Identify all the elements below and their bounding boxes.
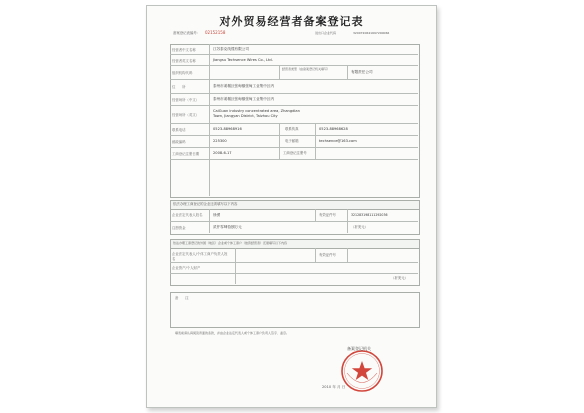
- footer-instructions: 填表前请认真阅读背面的条款，并由企业法定代表人或个体工商户负责人签字、盖章。: [175, 331, 290, 335]
- row-label: 经营者英文名称: [172, 59, 196, 63]
- operator-type-value: 有限责任公司: [351, 70, 373, 74]
- email-value: techsence@163.com: [319, 139, 357, 143]
- fax-label: 联系传真: [285, 127, 299, 131]
- row-label: 工商登记注册日期: [172, 152, 200, 156]
- row-value: CaiGuan industry concentrated area, Zhangdian Town, Jiangyan District, Taizhou City: [213, 109, 300, 118]
- section-1-note: 依法办理工商登记的企业还须填写以下内容: [173, 202, 238, 206]
- row-value: 2008-6-17: [213, 151, 232, 155]
- row-label: 住 所: [172, 85, 186, 89]
- row-value: 0523-88968916: [213, 127, 242, 131]
- registration-form-page: [146, 5, 437, 408]
- row-label: 经营场所（中文）: [172, 98, 200, 102]
- row-value: 泰州市姜堰区张甸镇张甸工业集中区内: [213, 97, 275, 101]
- legal-rep-label: 企业法定代表人姓名: [172, 213, 203, 217]
- cell-divider: [315, 209, 316, 221]
- fax-value: 0523-88968628: [319, 127, 348, 131]
- row-label: 组织机构代码: [172, 71, 193, 75]
- sec2-rep-label: 企业法定代表人/个体工商户负责人姓名: [172, 252, 228, 261]
- id-value: 321283198111292036: [351, 213, 388, 217]
- sec2-assets-note: （折美元）: [391, 276, 408, 280]
- reg-no-label: 备案登记表编号：: [173, 31, 201, 35]
- cell-divider: [347, 65, 348, 79]
- cell-divider: [279, 65, 280, 79]
- stamp-authority-label: 备案登记机关: [347, 346, 371, 351]
- reg-no-value: 02152158: [205, 30, 226, 35]
- row-label: 经营者中文名称: [172, 48, 196, 52]
- row-value: Jiangsu Techsence Wires Co., Ltd.: [213, 58, 273, 62]
- import-export-code-label: 进出口企业代码: [315, 31, 337, 35]
- stamp-date: 2010 年 月 日: [322, 385, 346, 389]
- section-2-note: 依法办理工商登记的外国（地区）企业或个体工商户（独资经营者）还须填写以下内容: [173, 241, 288, 245]
- row-label: 邮政编码: [172, 140, 186, 144]
- operator-type-label: 经营者类型（由备案登记机关填写）: [282, 67, 331, 71]
- table-row: [170, 262, 418, 274]
- row-label: 联系电话: [172, 128, 186, 132]
- reg-code-label: 工商登记注册号: [283, 151, 307, 155]
- table-row: [170, 79, 418, 94]
- row-label: 经营场所（英文）: [172, 113, 200, 117]
- remarks-box: [170, 292, 420, 328]
- cell-divider: [347, 248, 348, 262]
- legal-rep-value: 徐勇: [213, 213, 221, 217]
- cell-divider: [347, 209, 348, 233]
- capital-value: 贰仟零肆拾捌万元: [213, 225, 242, 229]
- row-value: 江苏泰克线缆有限公司: [213, 47, 249, 51]
- row-value: 225300: [213, 139, 227, 143]
- form-title: 对外贸易经营者备案登记表: [219, 15, 364, 28]
- import-export-code-value: 3200720641697200066: [353, 31, 390, 35]
- remarks-label: 备 注: [175, 296, 189, 300]
- email-label: 电子邮箱: [285, 139, 299, 143]
- row-value: 泰州市姜堰区张甸镇张甸工业集中区内: [213, 84, 275, 88]
- sec2-assets-label: 企业资产/个人财产: [172, 266, 201, 270]
- capital-label: 注册资金: [172, 226, 186, 230]
- id-label: 有效证件号: [319, 213, 336, 217]
- cell-divider: [209, 209, 210, 233]
- sec2-id-label: 有效证件号: [319, 253, 336, 257]
- cell-divider: [235, 248, 236, 284]
- capital-note: （折美元）: [351, 225, 368, 229]
- cell-divider: [315, 248, 316, 262]
